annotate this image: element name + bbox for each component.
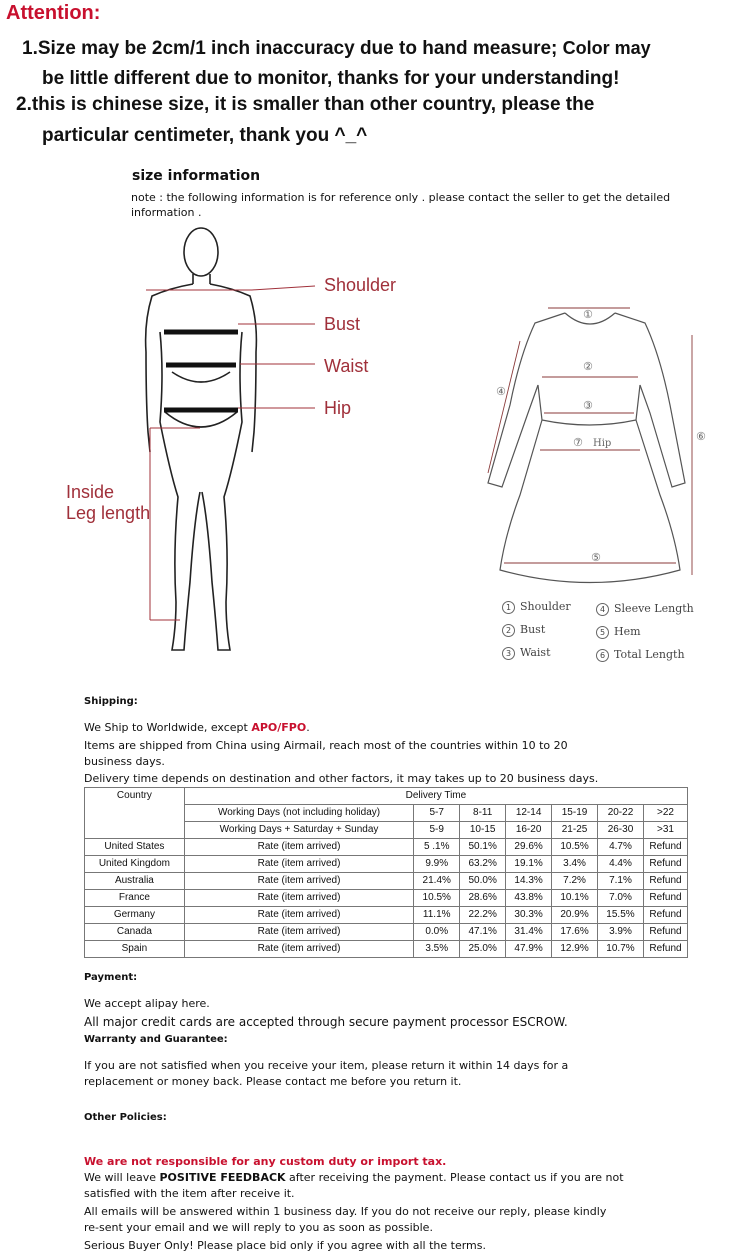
label-hip: Hip [324,398,352,418]
label-waist: Waist [324,356,369,376]
warranty-heading: Warranty and Guarantee: [84,1034,228,1045]
table-cell: 20.9% [552,907,598,924]
legend-item [502,600,571,614]
payment-heading: Payment: [84,972,138,983]
delivery-table [84,787,688,958]
table-row [85,839,688,856]
table-cell: 21-25 [552,822,598,839]
table-cell: 43.8% [506,890,552,907]
table-cell: 4.4% [598,856,644,873]
legend-label: Total Length [614,648,685,661]
shipping-worldwide [84,720,644,736]
table-cell: 10.7% [598,941,644,958]
policies-tax: We are not responsible for any custom duty or import tax. [84,1155,447,1168]
shipping-airmail: Items are shipped from China using Airmail, reach most of the countries within 10 to 20 business days. [84,739,568,768]
country-cell: Canada [85,924,185,941]
legend-num: 6 [596,649,609,662]
shipping-worldwide-post: . [306,721,310,734]
legend-item [596,625,641,639]
legend-label: Sleeve Length [614,602,694,615]
country-cell: United States [85,839,185,856]
table-cell: 30.3% [506,907,552,924]
table-cell: 15-19 [552,805,598,822]
row-label: Working Days + Saturday + Sunday [184,822,413,839]
label-leg-length: Leg length [66,503,151,523]
table-cell: 12.9% [552,941,598,958]
table-cell: 26-30 [598,822,644,839]
dress-num-5: ⑤ [591,551,601,564]
shipping-apo: APO/FPO [251,721,307,734]
table-row [85,890,688,907]
table-cell: 14.3% [506,873,552,890]
attention-line-2: be little different due to monitor, thanks for your understanding! [42,68,620,89]
dress-num-4: ④ [496,385,506,398]
legend-item [502,623,545,637]
table-cell: 22.2% [460,907,506,924]
table-row [85,856,688,873]
policies-serious: Serious Buyer Only! Please place bid only if you agree with all the terms. [84,1239,486,1252]
table-cell: 9.9% [414,856,460,873]
table-cell: 16-20 [506,822,552,839]
size-info-note: note : the following information is for reference only . please contact the seller to get the detailed information . [131,191,671,219]
legend-label: Waist [520,646,551,659]
table-cell: 10.5% [414,890,460,907]
warranty-text: If you are not satisfied when you receive your item, please return it within 14 days for a replacement or money back. Please contact me before you return it. [84,1059,569,1088]
label-inside: Inside [66,482,115,502]
table-cell: 25.0% [460,941,506,958]
table-row [85,873,688,890]
table-cell: 3.9% [598,924,644,941]
attention-line-4: particular centimeter, thank you ^_^ [42,125,368,146]
size-info-title: size information [132,168,261,184]
attention-line-1a: 1.Size may be 2cm/1 inch inaccuracy due to hand measure; [22,38,558,59]
table-cell: 7.0% [598,890,644,907]
table-cell: 47.9% [506,941,552,958]
policies-feedback-pre: We will leave [84,1171,160,1184]
legend-item [502,646,551,660]
body-measurement-figure [60,222,440,662]
table-cell: 21.4% [414,873,460,890]
table-cell: 8-11 [460,805,506,822]
rate-label: Rate (item arrived) [184,839,413,856]
table-cell: 12-14 [506,805,552,822]
rate-label: Rate (item arrived) [184,856,413,873]
table-cell: 28.6% [460,890,506,907]
country-header: Country [85,788,185,839]
legend-label: Shoulder [520,600,571,613]
table-cell: 10.1% [552,890,598,907]
table-cell: Refund [643,873,687,890]
legend-label: Hem [614,625,641,638]
table-cell: 7.1% [598,873,644,890]
table-cell: Refund [643,856,687,873]
table-cell: 50.0% [460,873,506,890]
dress-num-1: ① [583,308,593,321]
table-cell: Refund [643,941,687,958]
table-cell: Refund [643,890,687,907]
dress-num-3: ③ [583,399,593,412]
shipping-worldwide-pre: We Ship to Worldwide, except [84,721,252,734]
country-cell: Germany [85,907,185,924]
dress-num-7: ⑦ [573,436,583,449]
shipping-delivery: Delivery time depends on destination and other factors, it may takes up to 20 business days. [84,772,599,785]
dress-num-6: ⑥ [696,430,706,443]
legend-num: 1 [502,601,515,614]
payment-alipay: We accept alipay here. [84,997,210,1010]
policies-feedback [84,1170,644,1202]
legend-item [596,648,685,662]
dress-num-2: ② [583,360,593,373]
legend-num: 3 [502,647,515,660]
table-cell: 15.5% [598,907,644,924]
legend-num: 5 [596,626,609,639]
rate-label: Rate (item arrived) [184,890,413,907]
legend-num: 4 [596,603,609,616]
label-shoulder: Shoulder [324,275,397,295]
table-cell: Refund [643,907,687,924]
rate-label: Rate (item arrived) [184,907,413,924]
table-cell: 10.5% [552,839,598,856]
rate-label: Rate (item arrived) [184,924,413,941]
table-cell: 10-15 [460,822,506,839]
legend-label: Bust [520,623,546,636]
country-cell: United Kingdom [85,856,185,873]
table-cell: 11.1% [414,907,460,924]
table-row [85,924,688,941]
table-cell: 50.1% [460,839,506,856]
attention-line-3: 2.this is chinese size, it is smaller than other country, please the [16,94,595,115]
table-cell: 47.1% [460,924,506,941]
table-cell: 19.1% [506,856,552,873]
payment-cards: All major credit cards are accepted through secure payment processor ESCROW. [84,1015,568,1029]
shipping-heading: Shipping: [84,696,138,707]
rate-label: Rate (item arrived) [184,873,413,890]
table-cell: 5-9 [414,822,460,839]
table-cell: >31 [643,822,687,839]
table-cell: 4.7% [598,839,644,856]
country-cell: Spain [85,941,185,958]
dress-legend [490,598,730,668]
table-cell: 20-22 [598,805,644,822]
label-bust: Bust [324,314,361,334]
policies-emails: All emails will be answered within 1 business day. If you do not receive our reply, please kindly re-sent your email and we will reply to you as soon as possible. [84,1205,607,1234]
table-cell: 5-7 [414,805,460,822]
table-cell: 3.4% [552,856,598,873]
delivery-header: Delivery Time [184,788,687,805]
legend-item [596,602,694,616]
rate-label: Rate (item arrived) [184,941,413,958]
table-cell: 17.6% [552,924,598,941]
attention-line-1 [22,38,651,60]
table-row [85,907,688,924]
legend-num: 2 [502,624,515,637]
table-cell: 63.2% [460,856,506,873]
country-cell: France [85,890,185,907]
table-cell: 5 .1% [414,839,460,856]
table-cell: 0.0% [414,924,460,941]
table-cell: Refund [643,924,687,941]
table-cell: 3.5% [414,941,460,958]
table-cell: >22 [643,805,687,822]
attention-title: Attention: [6,2,101,24]
table-header-row [85,788,688,805]
table-row [85,941,688,958]
attention-line-1b: Color may [562,38,651,58]
policies-heading: Other Policies: [84,1112,167,1123]
country-cell: Australia [85,873,185,890]
table-cell: 31.4% [506,924,552,941]
policies-feedback-bold: POSITIVE FEEDBACK [159,1171,286,1184]
dress-hip-label: Hip [593,438,612,449]
policies-feedback-post: after receiving the payment. Please contact us if you are not satisfied with the item after receive it. [84,1171,624,1200]
row-label: Working Days (not including holiday) [184,805,413,822]
table-cell: 29.6% [506,839,552,856]
table-cell: 7.2% [552,873,598,890]
table-cell: Refund [643,839,687,856]
